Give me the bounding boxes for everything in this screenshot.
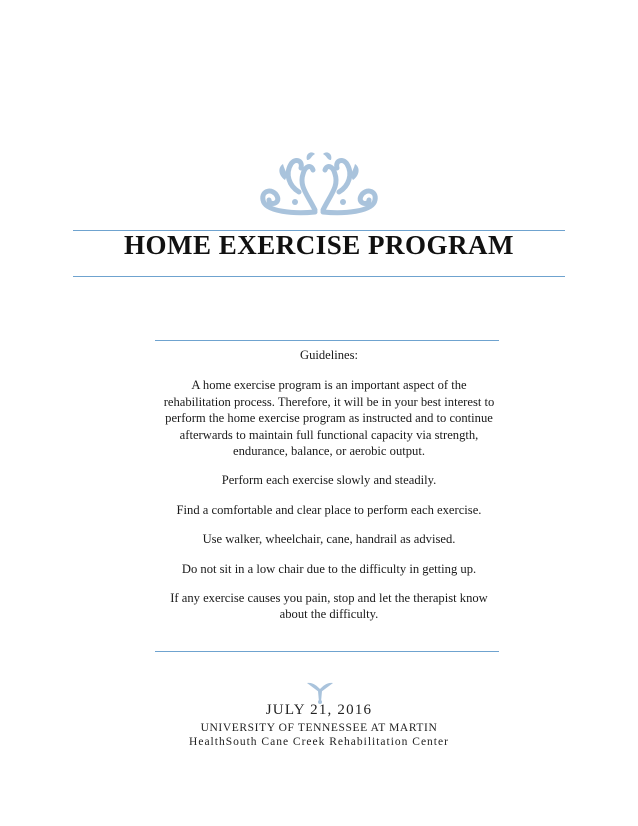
guideline-paragraph: Find a comfortable and clear place to perform each exercise. (176, 502, 482, 517)
scroll-flourish-icon (255, 150, 383, 220)
guidelines-section (160, 347, 498, 636)
guidelines-top-rule (155, 340, 499, 341)
guidelines-bottom-rule (155, 651, 499, 652)
university-name: UNIVERSITY OF TENNESSEE AT MARTIN (200, 722, 438, 734)
guideline-paragraph: If any exercise causes you pain, stop and let the therapist know about the difficulty. (170, 591, 488, 622)
guideline-paragraph: Perform each exercise slowly and steadily. (221, 473, 437, 488)
rehab-center-name: HealthSouth Cane Creek Rehabilitation Center (189, 736, 449, 748)
title-bottom-rule (73, 276, 565, 277)
document-date: JULY 21, 2016 (265, 702, 373, 718)
fleur-icon (305, 680, 335, 704)
guideline-paragraph: Use walker, wheelchair, cane, handrail as advised. (202, 532, 456, 547)
guideline-paragraph: A home exercise program is an important aspect of the rehabilitation process. Therefore, it will be in your best interest to perform the home exercise program as instructed and to continue afterwards to maintain full functional capacity via strength, endurance, balance, or aerobic output. (163, 378, 495, 459)
page-title: HOME EXERCISE PROGRAM (123, 230, 515, 260)
guidelines-heading: Guidelines: (299, 348, 359, 362)
guideline-paragraph: Do not sit in a low chair due to the difficulty in getting up. (181, 561, 477, 576)
